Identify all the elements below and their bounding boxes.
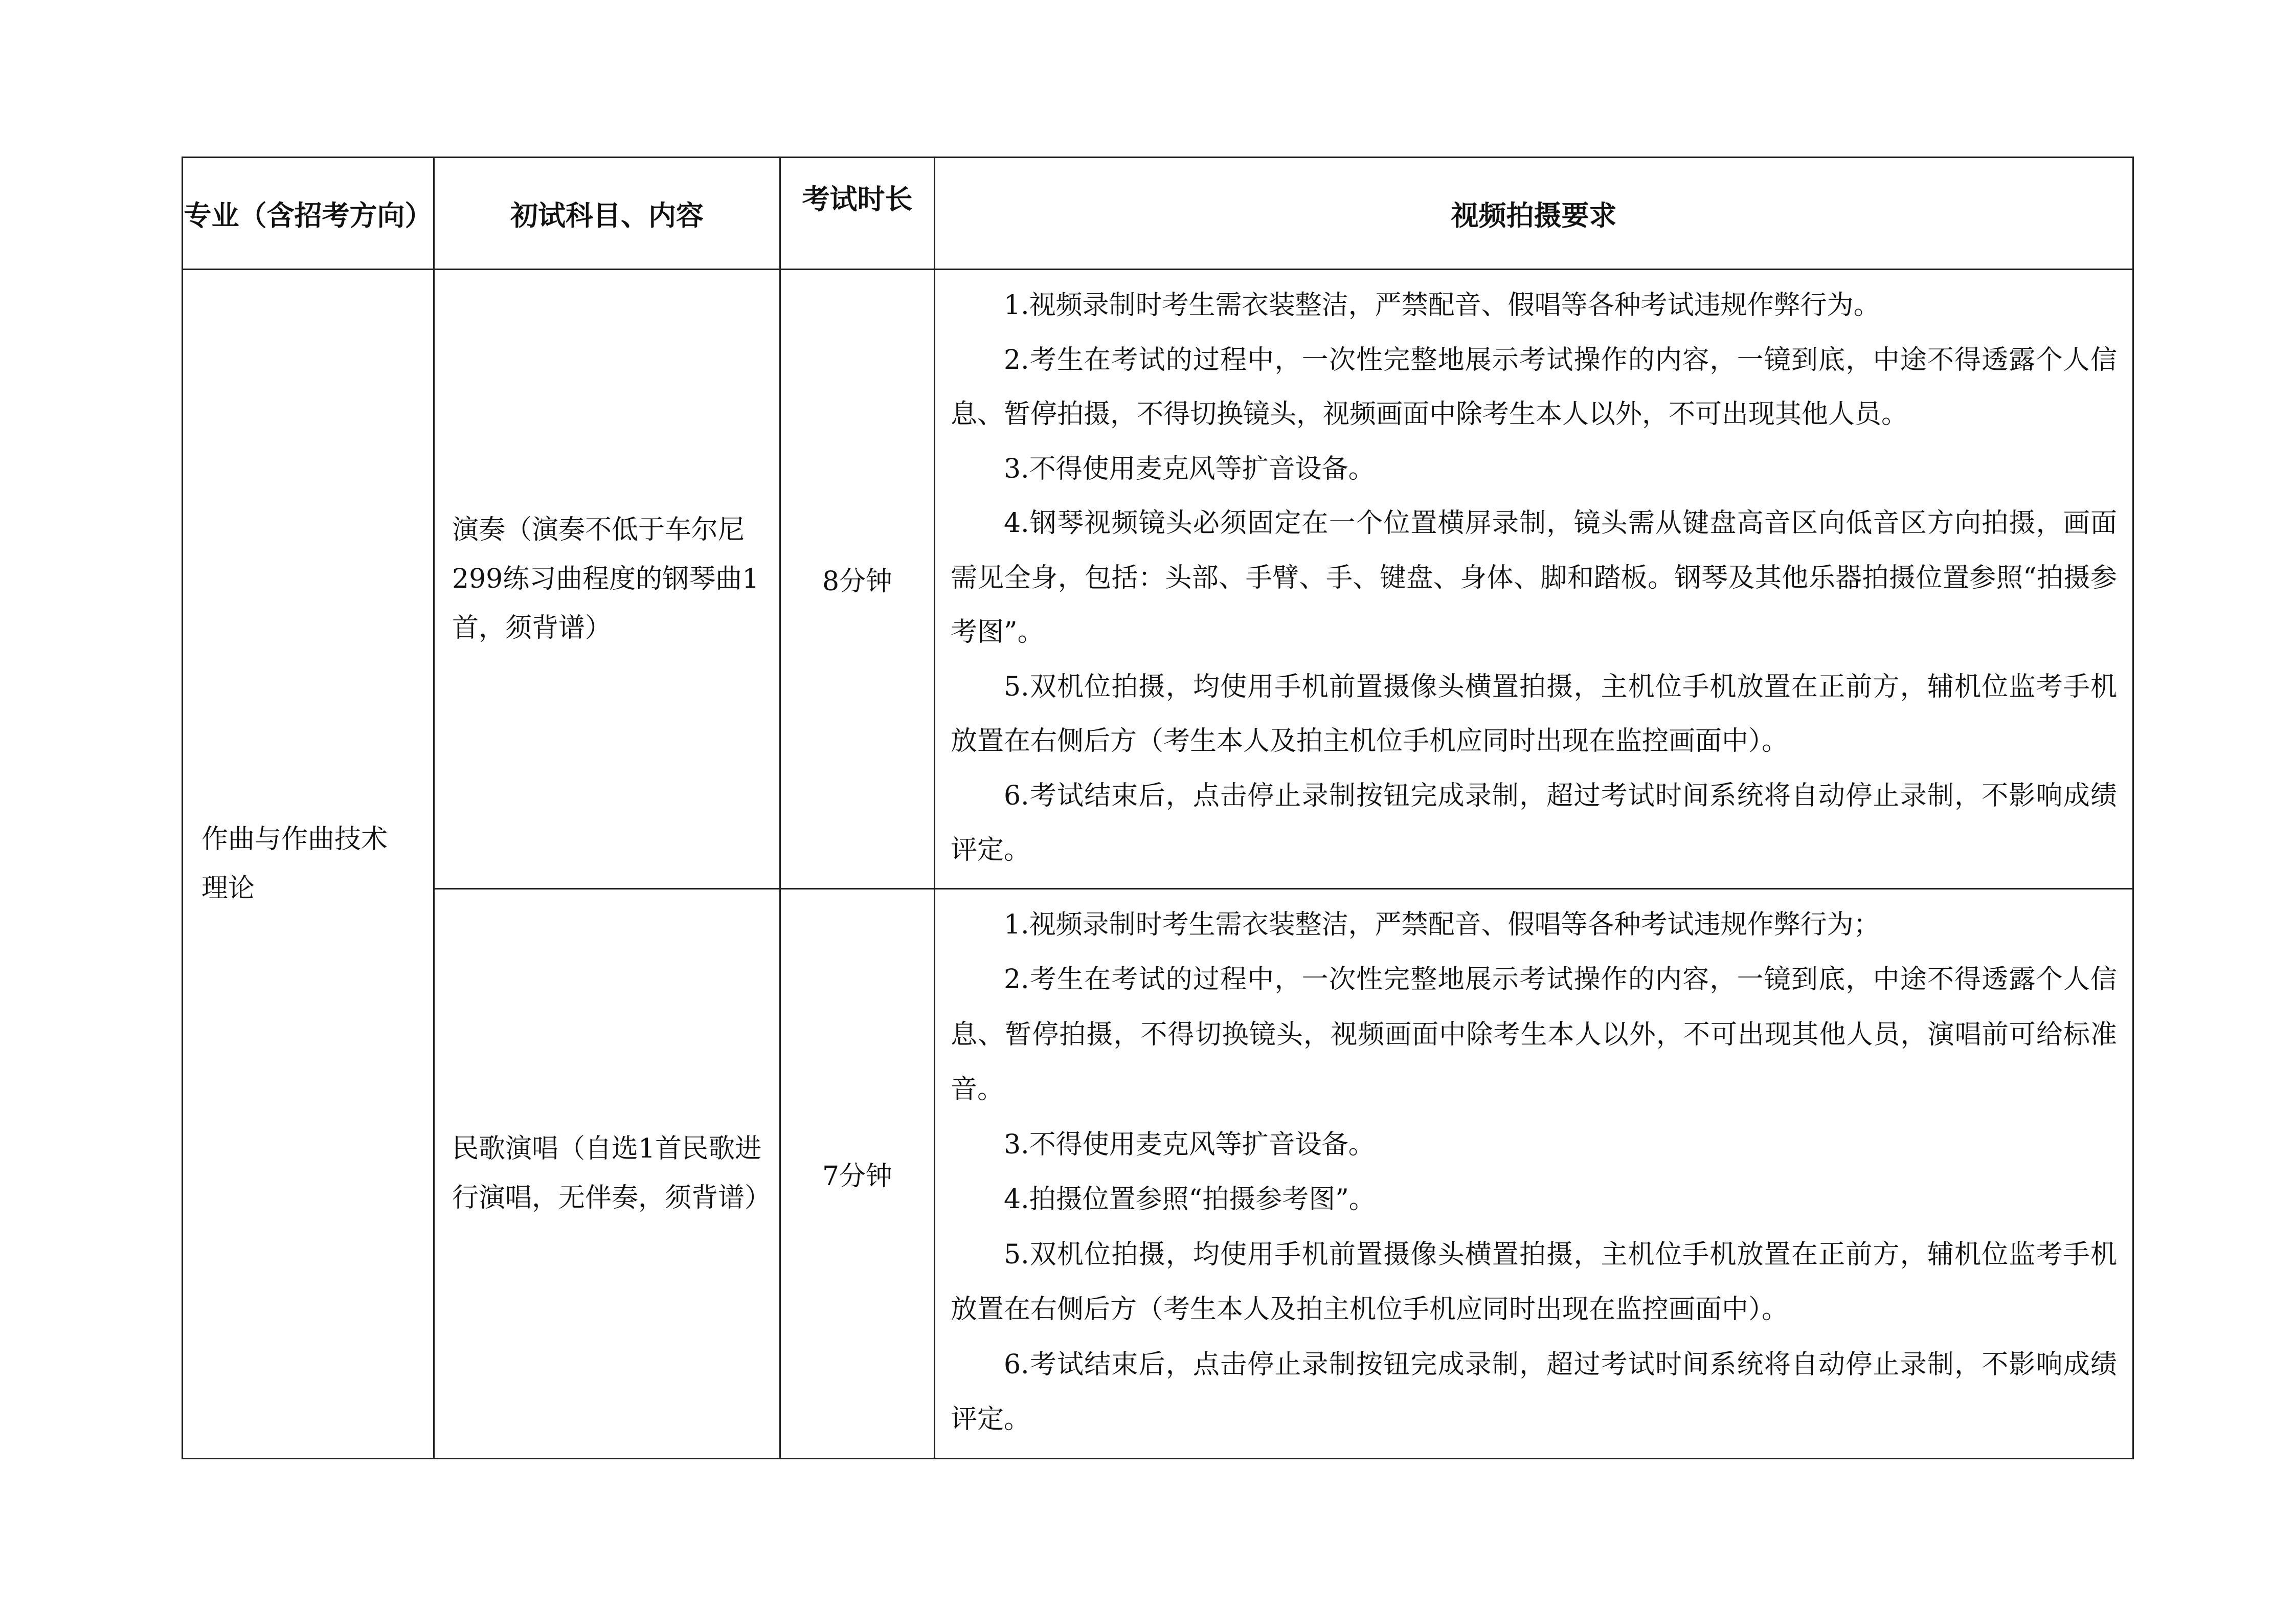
requirements-cell	[935, 888, 2133, 1458]
header-major: 专业（含招考方向）	[183, 158, 434, 270]
requirement-item: 3.不得使用麦克风等扩音设备。	[1004, 453, 1375, 484]
table-row	[183, 270, 2133, 889]
duration-cell: 8分钟	[780, 270, 935, 889]
requirement-item: 4.拍摄位置参照“拍摄参考图”。	[1004, 1184, 1376, 1215]
table-header-row	[183, 158, 2133, 270]
requirement-item: 1.视频录制时考生需衣装整洁，严禁配音、假唱等各种考试违规作弊行为；	[1004, 909, 1880, 940]
subject-cell: 民歌演唱（自选1首民歌进行演唱，无伴奏，须背谱）	[434, 888, 780, 1458]
major-cell: 作曲与作曲技术理论	[183, 270, 434, 1459]
requirement-item: 2.考生在考试的过程中，一次性完整地展示考试操作的内容，一镜到底，中途不得透露个人信息、暂停拍摄，不得切换镜头，视频画面中除考生本人以外，不可出现其他人员，演唱前可给标准音。	[951, 964, 2117, 1105]
requirement-item: 5.双机位拍摄，均使用手机前置摄像头横置拍摄，主机位手机放置在正前方，辅机位监考手机放置在右侧后方（考生本人及拍主机位手机应同时出现在监控画面中）。	[951, 671, 2117, 757]
header-video-requirements: 视频拍摄要求	[935, 158, 2133, 270]
header-duration: 考试时长	[780, 158, 935, 270]
exam-requirements-table	[182, 157, 2134, 1459]
duration-cell: 7分钟	[780, 888, 935, 1458]
requirement-item: 5.双机位拍摄，均使用手机前置摄像头横置拍摄，主机位手机放置在正前方，辅机位监考手机放置在右侧后方（考生本人及拍主机位手机应同时出现在监控画面中）。	[951, 1239, 2117, 1325]
table-row	[183, 888, 2133, 1458]
requirements-cell	[935, 270, 2133, 889]
requirement-item: 6.考试结束后，点击停止录制按钮完成录制，超过考试时间系统将自动停止录制，不影响成绩评定。	[951, 780, 2117, 865]
requirement-item: 6.考试结束后，点击停止录制按钮完成录制，超过考试时间系统将自动停止录制，不影响成绩评定。	[951, 1349, 2117, 1435]
requirement-item: 2.考生在考试的过程中，一次性完整地展示考试操作的内容，一镜到底，中途不得透露个人信息、暂停拍摄，不得切换镜头，视频画面中除考生本人以外，不可出现其他人员。	[951, 344, 2117, 430]
subject-cell: 演奏（演奏不低于车尔尼299练习曲程度的钢琴曲1首，须背谱）	[434, 270, 780, 889]
header-subject: 初试科目、内容	[434, 158, 780, 270]
requirement-item: 4.钢琴视频镜头必须固定在一个位置横屏录制，镜头需从键盘高音区向低音区方向拍摄，画面需见全身，包括：头部、手臂、手、键盘、身体、脚和踏板。钢琴及其他乐器拍摄位置参照“拍摄参考图”。	[951, 508, 2117, 648]
requirement-item: 3.不得使用麦克风等扩音设备。	[1004, 1129, 1375, 1160]
requirement-item: 1.视频录制时考生需衣装整洁，严禁配音、假唱等各种考试违规作弊行为。	[1004, 290, 1880, 321]
